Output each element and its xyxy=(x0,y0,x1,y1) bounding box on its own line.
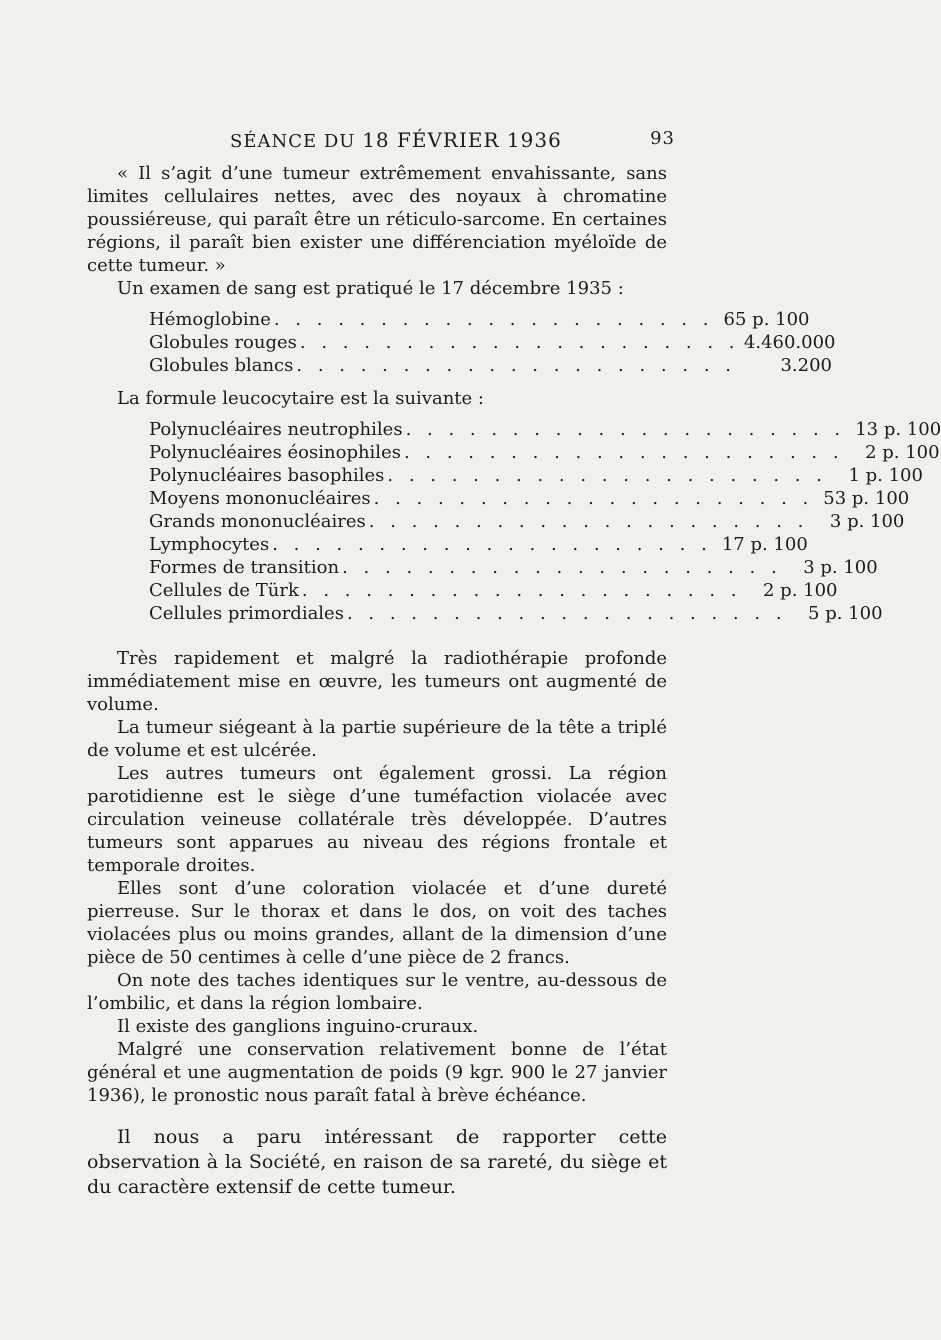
paragraph: La tumeur siégeant à la partie supérieure de la tête a triplé de volume et est ulcérée. xyxy=(87,717,667,761)
exam-intro: Un examen de sang est pratiqué le 17 décembre 1935 : xyxy=(117,278,624,299)
document-page xyxy=(87,122,941,1200)
header-date: 18 FÉVRIER 1936 xyxy=(362,128,562,152)
conclusion-paragraph: Il nous a paru intéressant de rapporter cette observation à la Société, en raison de sa rareté, du siège et du caractère extensif de cette tumeur. xyxy=(87,1126,667,1198)
table-row: Cellules primordiales . . . . . . . . . . . . . . . . . . . . . 5 p. 100 xyxy=(149,603,883,624)
paragraph: On note des taches identiques sur le ventre, au-dessous de l’ombilic, et dans la région lombaire. xyxy=(87,970,667,1014)
paragraph: Malgré une conservation relativement bonne de l’état général et une augmentation de poids (9 kgr. 900 le 27 janvier 1936), le pronostic nous paraît fatal à brève échéance. xyxy=(87,1039,667,1106)
header-title xyxy=(230,128,562,152)
page-number: 93 xyxy=(650,128,675,149)
paragraph: Il existe des ganglions inguino-cruraux. xyxy=(117,1016,479,1037)
table-row: Polynucléaires éosinophiles . . . . . . . . . . . . . . . . . . . . . 2 p. 100 xyxy=(149,442,940,463)
formula-intro: La formule leucocytaire est la suivante : xyxy=(117,388,484,409)
table-row: Polynucléaires neutrophiles . . . . . . . . . . . . . . . . . . . . . 13 p. 100 xyxy=(149,419,941,440)
paragraph: Elles sont d’une coloration violacée et d’une dureté pierreuse. Sur le thorax et dans le dos, on voit des taches violacées plus ou moins grandes, allant de la dimension d’une pièce de 50 centimes à celle d’une pièce de 2 francs. xyxy=(87,878,667,968)
table-row: Globules rouges . . . . . . . . . . . . . . . . . . . . . 4.460.000 xyxy=(149,332,836,353)
header-seance: SÉANCE DU xyxy=(230,131,356,152)
blood-table xyxy=(149,308,836,377)
table-row: Hémoglobine . . . . . . . . . . . . . . . . . . . . . 65 p. 100 xyxy=(149,309,810,330)
table-row: Cellules de Türk . . . . . . . . . . . . . . . . . . . . . 2 p. 100 xyxy=(149,580,838,601)
table-row: Moyens mononucléaires . . . . . . . . . . . . . . . . . . . . . 53 p. 100 xyxy=(149,488,910,509)
table-row: Formes de transition . . . . . . . . . . . . . . . . . . . . . 3 p. 100 xyxy=(149,557,878,578)
formula-table xyxy=(149,418,941,625)
running-header xyxy=(87,122,675,162)
table-row: Globules blancs . . . . . . . . . . . . . . . . . . . . . 3.200 xyxy=(149,355,832,376)
table-row: Grands mononucléaires . . . . . . . . . . . . . . . . . . . . . 3 p. 100 xyxy=(149,511,905,532)
pathology-quote: « Il s’agit d’une tumeur extrêmement envahissante, sans limites cellulaires nettes, avec des noyaux à chromatine poussiéreuse, qui paraît être un réticulo-sarcome. En certaines régions, il paraît bien exister une différenciation myéloïde de cette tumeur. » xyxy=(87,163,667,276)
paragraph: Très rapidement et malgré la radiothérapie profonde immédiatement mise en œuvre, les tumeurs ont augmenté de volume. xyxy=(87,648,667,715)
table-row: Polynucléaires basophiles . . . . . . . . . . . . . . . . . . . . . 1 p. 100 xyxy=(149,465,923,486)
table-row: Lymphocytes . . . . . . . . . . . . . . . . . . . . . 17 p. 100 xyxy=(149,534,808,555)
paragraph: Les autres tumeurs ont également grossi. La région parotidienne est le siège d’une tuméfaction violacée avec circulation veineuse collatérale très développée. D’autres tumeurs sont apparues au niveau des régions frontale et temporale droites. xyxy=(87,763,667,876)
